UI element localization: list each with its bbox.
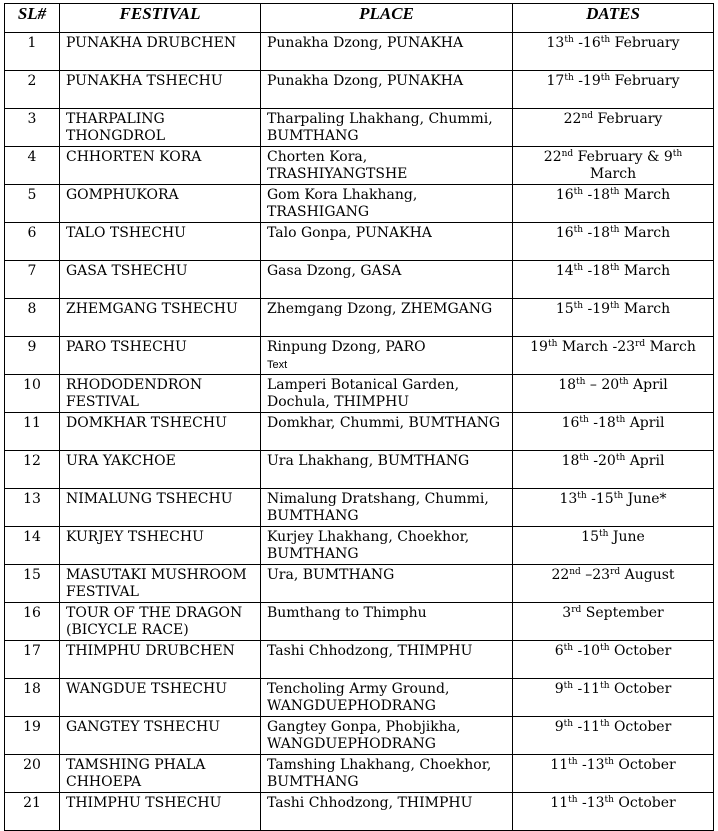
date-text: -15 (586, 491, 614, 507)
header-place: PLACE (261, 4, 513, 33)
date-ordinal-suffix: th (563, 681, 574, 691)
date-text: 9 (554, 719, 564, 735)
cell-place (261, 603, 513, 641)
table-row (5, 33, 714, 71)
header-dates: DATES (513, 4, 714, 33)
date-text: June (608, 529, 645, 545)
date-text: 16 (561, 415, 580, 431)
date-ordinal-suffix: th (604, 795, 614, 805)
table-row (5, 565, 714, 603)
cell-dates (513, 489, 714, 527)
cell-dates (513, 33, 714, 71)
date-text: March (645, 339, 696, 355)
place-text: Zhemgang Dzong, ZHEMGANG (267, 301, 493, 317)
cell-sl: 16 (5, 603, 60, 641)
place-text: Chorten Kora, TRASHIYANGTSHE (267, 149, 408, 182)
cell-place (261, 755, 513, 793)
date-text: -19 (583, 301, 611, 317)
date-text: October (613, 757, 676, 773)
cell-festival: GASA TSHECHU (60, 261, 261, 299)
cell-festival: URA YAKCHOE (60, 451, 261, 489)
date-text: -11 (573, 719, 601, 735)
date-ordinal-suffix: th (547, 339, 558, 349)
date-text: February (610, 73, 680, 89)
cell-place (261, 71, 513, 109)
place-text: Domkhar, Chummi, BUMTHANG (267, 415, 501, 431)
table-row (5, 147, 714, 185)
date-text: 18 (558, 377, 577, 393)
cell-sl: 10 (5, 375, 60, 413)
table-row (5, 603, 714, 641)
date-text: -10 (573, 643, 601, 659)
date-ordinal-suffix: th (610, 187, 620, 197)
place-text: Kurjey Lhakhang, Choekhor, BUMTHANG (267, 529, 470, 562)
date-text: -16 (573, 35, 601, 51)
cell-sl: 4 (5, 147, 60, 185)
date-text: March -23 (557, 339, 636, 355)
date-ordinal-suffix: th (573, 263, 584, 273)
date-text: April (628, 377, 668, 393)
cell-dates (513, 185, 714, 223)
cell-dates (513, 641, 714, 679)
cell-place (261, 717, 513, 755)
table-row (5, 451, 714, 489)
cell-place (261, 337, 513, 375)
date-text: -18 (588, 415, 616, 431)
table-row (5, 793, 714, 831)
cell-place (261, 33, 513, 71)
date-text: 11 (550, 757, 569, 773)
table-row (5, 109, 714, 147)
cell-place (261, 489, 513, 527)
cell-sl: 2 (5, 71, 60, 109)
date-ordinal-suffix: th (576, 377, 586, 387)
place-text: Talo Gonpa, PUNAKHA (267, 225, 432, 241)
cell-dates (513, 337, 714, 375)
cell-sl: 7 (5, 261, 60, 299)
date-text: September (581, 605, 664, 621)
date-ordinal-suffix: th (604, 757, 614, 767)
place-text: Tashi Chhodzong, THIMPHU (267, 795, 473, 811)
cell-dates (513, 223, 714, 261)
cell-festival: TALO TSHECHU (60, 223, 261, 261)
table-row (5, 71, 714, 109)
date-ordinal-suffix: th (600, 643, 610, 653)
cell-festival: TAMSHING PHALA CHHOEPA (60, 755, 261, 793)
cell-festival: RHODODENDRON FESTIVAL (60, 375, 261, 413)
date-ordinal-suffix: nd (581, 111, 594, 121)
date-ordinal-suffix: th (573, 301, 584, 311)
cell-place (261, 147, 513, 185)
date-text: -11 (573, 681, 601, 697)
cell-place (261, 223, 513, 261)
cell-place (261, 185, 513, 223)
date-text: 14 (555, 263, 574, 279)
date-text: March (619, 187, 671, 203)
cell-festival: GOMPHUKORA (60, 185, 261, 223)
date-ordinal-suffix: th (568, 795, 578, 805)
table-row (5, 679, 714, 717)
date-ordinal-suffix: th (619, 377, 629, 387)
cell-festival: GANGTEY TSHECHU (60, 717, 261, 755)
date-text: 3 (562, 605, 572, 621)
place-text: Rinpung Dzong, PARO (267, 339, 426, 355)
place-text: Nimalung Dratshang, Chummi, BUMTHANG (267, 491, 489, 524)
cell-place (261, 641, 513, 679)
date-ordinal-suffix: th (600, 719, 610, 729)
cell-dates (513, 451, 714, 489)
header-row (5, 4, 714, 33)
date-text: August (620, 567, 675, 583)
date-ordinal-suffix: th (573, 225, 584, 235)
cell-sl: 19 (5, 717, 60, 755)
place-text: Bumthang to Thimphu (267, 605, 427, 621)
date-text: March (619, 263, 671, 279)
cell-dates (513, 413, 714, 451)
date-ordinal-suffix: rd (571, 605, 582, 615)
cell-dates (513, 603, 714, 641)
cell-place (261, 527, 513, 565)
date-ordinal-suffix: th (613, 491, 624, 501)
date-text: 13 (546, 35, 565, 51)
cell-place (261, 375, 513, 413)
cell-festival: NIMALUNG TSHECHU (60, 489, 261, 527)
date-ordinal-suffix: th (577, 491, 587, 501)
table-row (5, 489, 714, 527)
cell-place (261, 679, 513, 717)
cell-sl: 13 (5, 489, 60, 527)
date-text: October (609, 681, 672, 697)
cell-dates (513, 109, 714, 147)
date-text: 11 (550, 795, 569, 811)
table-row (5, 185, 714, 223)
table-row (5, 299, 714, 337)
date-text: 17 (546, 73, 565, 89)
place-text: Ura Lhakhang, BUMTHANG (267, 453, 470, 469)
date-ordinal-suffix: th (564, 35, 574, 45)
date-text: 19 (530, 339, 548, 355)
cell-festival: PUNAKHA TSHECHU (60, 71, 261, 109)
cell-festival: DOMKHAR TSHECHU (60, 413, 261, 451)
cell-dates (513, 755, 714, 793)
date-ordinal-suffix: rd (610, 567, 621, 577)
table-row (5, 261, 714, 299)
date-text: March (589, 166, 637, 182)
cell-place (261, 109, 513, 147)
cell-sl: 17 (5, 641, 60, 679)
cell-sl: 8 (5, 299, 60, 337)
cell-festival: TOUR OF THE DRAGON (BICYCLE RACE) (60, 603, 261, 641)
date-ordinal-suffix: rd (635, 339, 646, 349)
cell-sl: 20 (5, 755, 60, 793)
date-text: -13 (577, 795, 605, 811)
cell-festival: MASUTAKI MUSHROOM FESTIVAL (60, 565, 261, 603)
date-text: October (609, 643, 672, 659)
place-text: Gom Kora Lhakhang, TRASHIGANG (267, 187, 418, 220)
date-ordinal-suffix: th (600, 681, 610, 691)
cell-dates (513, 527, 714, 565)
cell-dates (513, 147, 714, 185)
date-text: 22 (543, 149, 562, 165)
place-text: Lamperi Botanical Garden, Dochula, THIMPHU (267, 377, 460, 410)
cell-festival: THIMPHU DRUBCHEN (60, 641, 261, 679)
cell-dates (513, 71, 714, 109)
table-row (5, 223, 714, 261)
date-text: 16 (555, 187, 574, 203)
cell-dates (513, 793, 714, 831)
date-ordinal-suffix: th (599, 529, 609, 539)
date-text: 6 (554, 643, 564, 659)
place-note: Text (267, 359, 288, 371)
cell-festival: THIMPHU TSHECHU (60, 793, 261, 831)
cell-sl: 6 (5, 223, 60, 261)
date-text: -20 (588, 453, 616, 469)
date-text: March (619, 301, 671, 317)
date-text: -18 (583, 225, 611, 241)
cell-place (261, 413, 513, 451)
date-ordinal-suffix: th (579, 415, 589, 425)
cell-dates (513, 299, 714, 337)
date-ordinal-suffix: th (610, 263, 620, 273)
date-text: October (609, 719, 672, 735)
date-text: April (625, 453, 665, 469)
date-text: –23 (580, 567, 611, 583)
cell-sl: 3 (5, 109, 60, 147)
cell-festival: CHHORTEN KORA (60, 147, 261, 185)
date-text: -19 (573, 73, 601, 89)
date-ordinal-suffix: th (563, 643, 574, 653)
date-ordinal-suffix: th (579, 453, 589, 463)
cell-dates (513, 565, 714, 603)
table-body (5, 33, 714, 831)
cell-sl: 21 (5, 793, 60, 831)
table-row (5, 375, 714, 413)
cell-festival: ZHEMGANG TSHECHU (60, 299, 261, 337)
festival-table (4, 3, 714, 831)
date-ordinal-suffix: th (610, 225, 620, 235)
date-text: -13 (577, 757, 605, 773)
date-ordinal-suffix: th (600, 73, 611, 83)
date-ordinal-suffix: th (564, 73, 574, 83)
date-text: – 20 (585, 377, 620, 393)
date-text: June* (623, 491, 667, 507)
cell-sl: 18 (5, 679, 60, 717)
table-row (5, 337, 714, 375)
place-text: Punakha Dzong, PUNAKHA (267, 35, 464, 51)
date-text: October (613, 795, 676, 811)
date-text: 22 (563, 111, 582, 127)
date-ordinal-suffix: th (615, 415, 626, 425)
date-text: 13 (559, 491, 578, 507)
date-ordinal-suffix: th (610, 301, 620, 311)
cell-place (261, 565, 513, 603)
place-text: Tencholing Army Ground, WANGDUEPHODRANG (267, 681, 450, 714)
date-text: March (619, 225, 671, 241)
cell-sl: 14 (5, 527, 60, 565)
date-text: 22 (551, 567, 570, 583)
date-text: 16 (555, 225, 574, 241)
date-ordinal-suffix: th (573, 187, 584, 197)
table-row (5, 641, 714, 679)
date-text: April (625, 415, 665, 431)
date-ordinal-suffix: th (600, 35, 611, 45)
date-ordinal-suffix: th (568, 757, 578, 767)
place-text: Punakha Dzong, PUNAKHA (267, 73, 464, 89)
cell-festival: THARPALING THONGDROL (60, 109, 261, 147)
cell-place (261, 451, 513, 489)
cell-place (261, 299, 513, 337)
date-text: -18 (583, 263, 611, 279)
date-text: 15 (555, 301, 574, 317)
table-row (5, 755, 714, 793)
cell-festival: WANGDUE TSHECHU (60, 679, 261, 717)
cell-sl: 9 (5, 337, 60, 375)
cell-place (261, 793, 513, 831)
date-text: February & 9 (573, 149, 673, 165)
date-text: -18 (583, 187, 611, 203)
date-ordinal-suffix: th (672, 149, 683, 159)
cell-place (261, 261, 513, 299)
cell-dates (513, 679, 714, 717)
cell-sl: 1 (5, 33, 60, 71)
cell-dates (513, 375, 714, 413)
header-sl: SL# (5, 4, 60, 33)
cell-sl: 15 (5, 565, 60, 603)
date-ordinal-suffix: nd (569, 567, 581, 577)
date-ordinal-suffix: nd (561, 149, 574, 159)
cell-sl: 11 (5, 413, 60, 451)
table-row (5, 717, 714, 755)
table-row (5, 413, 714, 451)
place-text: Tashi Chhodzong, THIMPHU (267, 643, 473, 659)
table-row (5, 527, 714, 565)
place-text: Ura, BUMTHANG (267, 567, 395, 583)
date-ordinal-suffix: th (615, 453, 626, 463)
header-festival: FESTIVAL (60, 4, 261, 33)
cell-festival: PUNAKHA DRUBCHEN (60, 33, 261, 71)
date-ordinal-suffix: th (563, 719, 574, 729)
date-text: 9 (554, 681, 564, 697)
place-text: Gangtey Gonpa, Phobjikha, WANGDUEPHODRANG (267, 719, 461, 752)
date-text: 15 (581, 529, 599, 545)
cell-dates (513, 717, 714, 755)
date-text: 18 (561, 453, 580, 469)
place-text: Gasa Dzong, GASA (267, 263, 402, 279)
place-text: Tamshing Lhakhang, Choekhor, BUMTHANG (267, 757, 492, 790)
date-text: February (610, 35, 680, 51)
date-text: February (593, 111, 663, 127)
cell-festival: KURJEY TSHECHU (60, 527, 261, 565)
place-text: Tharpaling Lhakhang, Chummi, BUMTHANG (267, 111, 493, 144)
cell-festival: PARO TSHECHU (60, 337, 261, 375)
cell-dates (513, 261, 714, 299)
cell-sl: 5 (5, 185, 60, 223)
cell-sl: 12 (5, 451, 60, 489)
